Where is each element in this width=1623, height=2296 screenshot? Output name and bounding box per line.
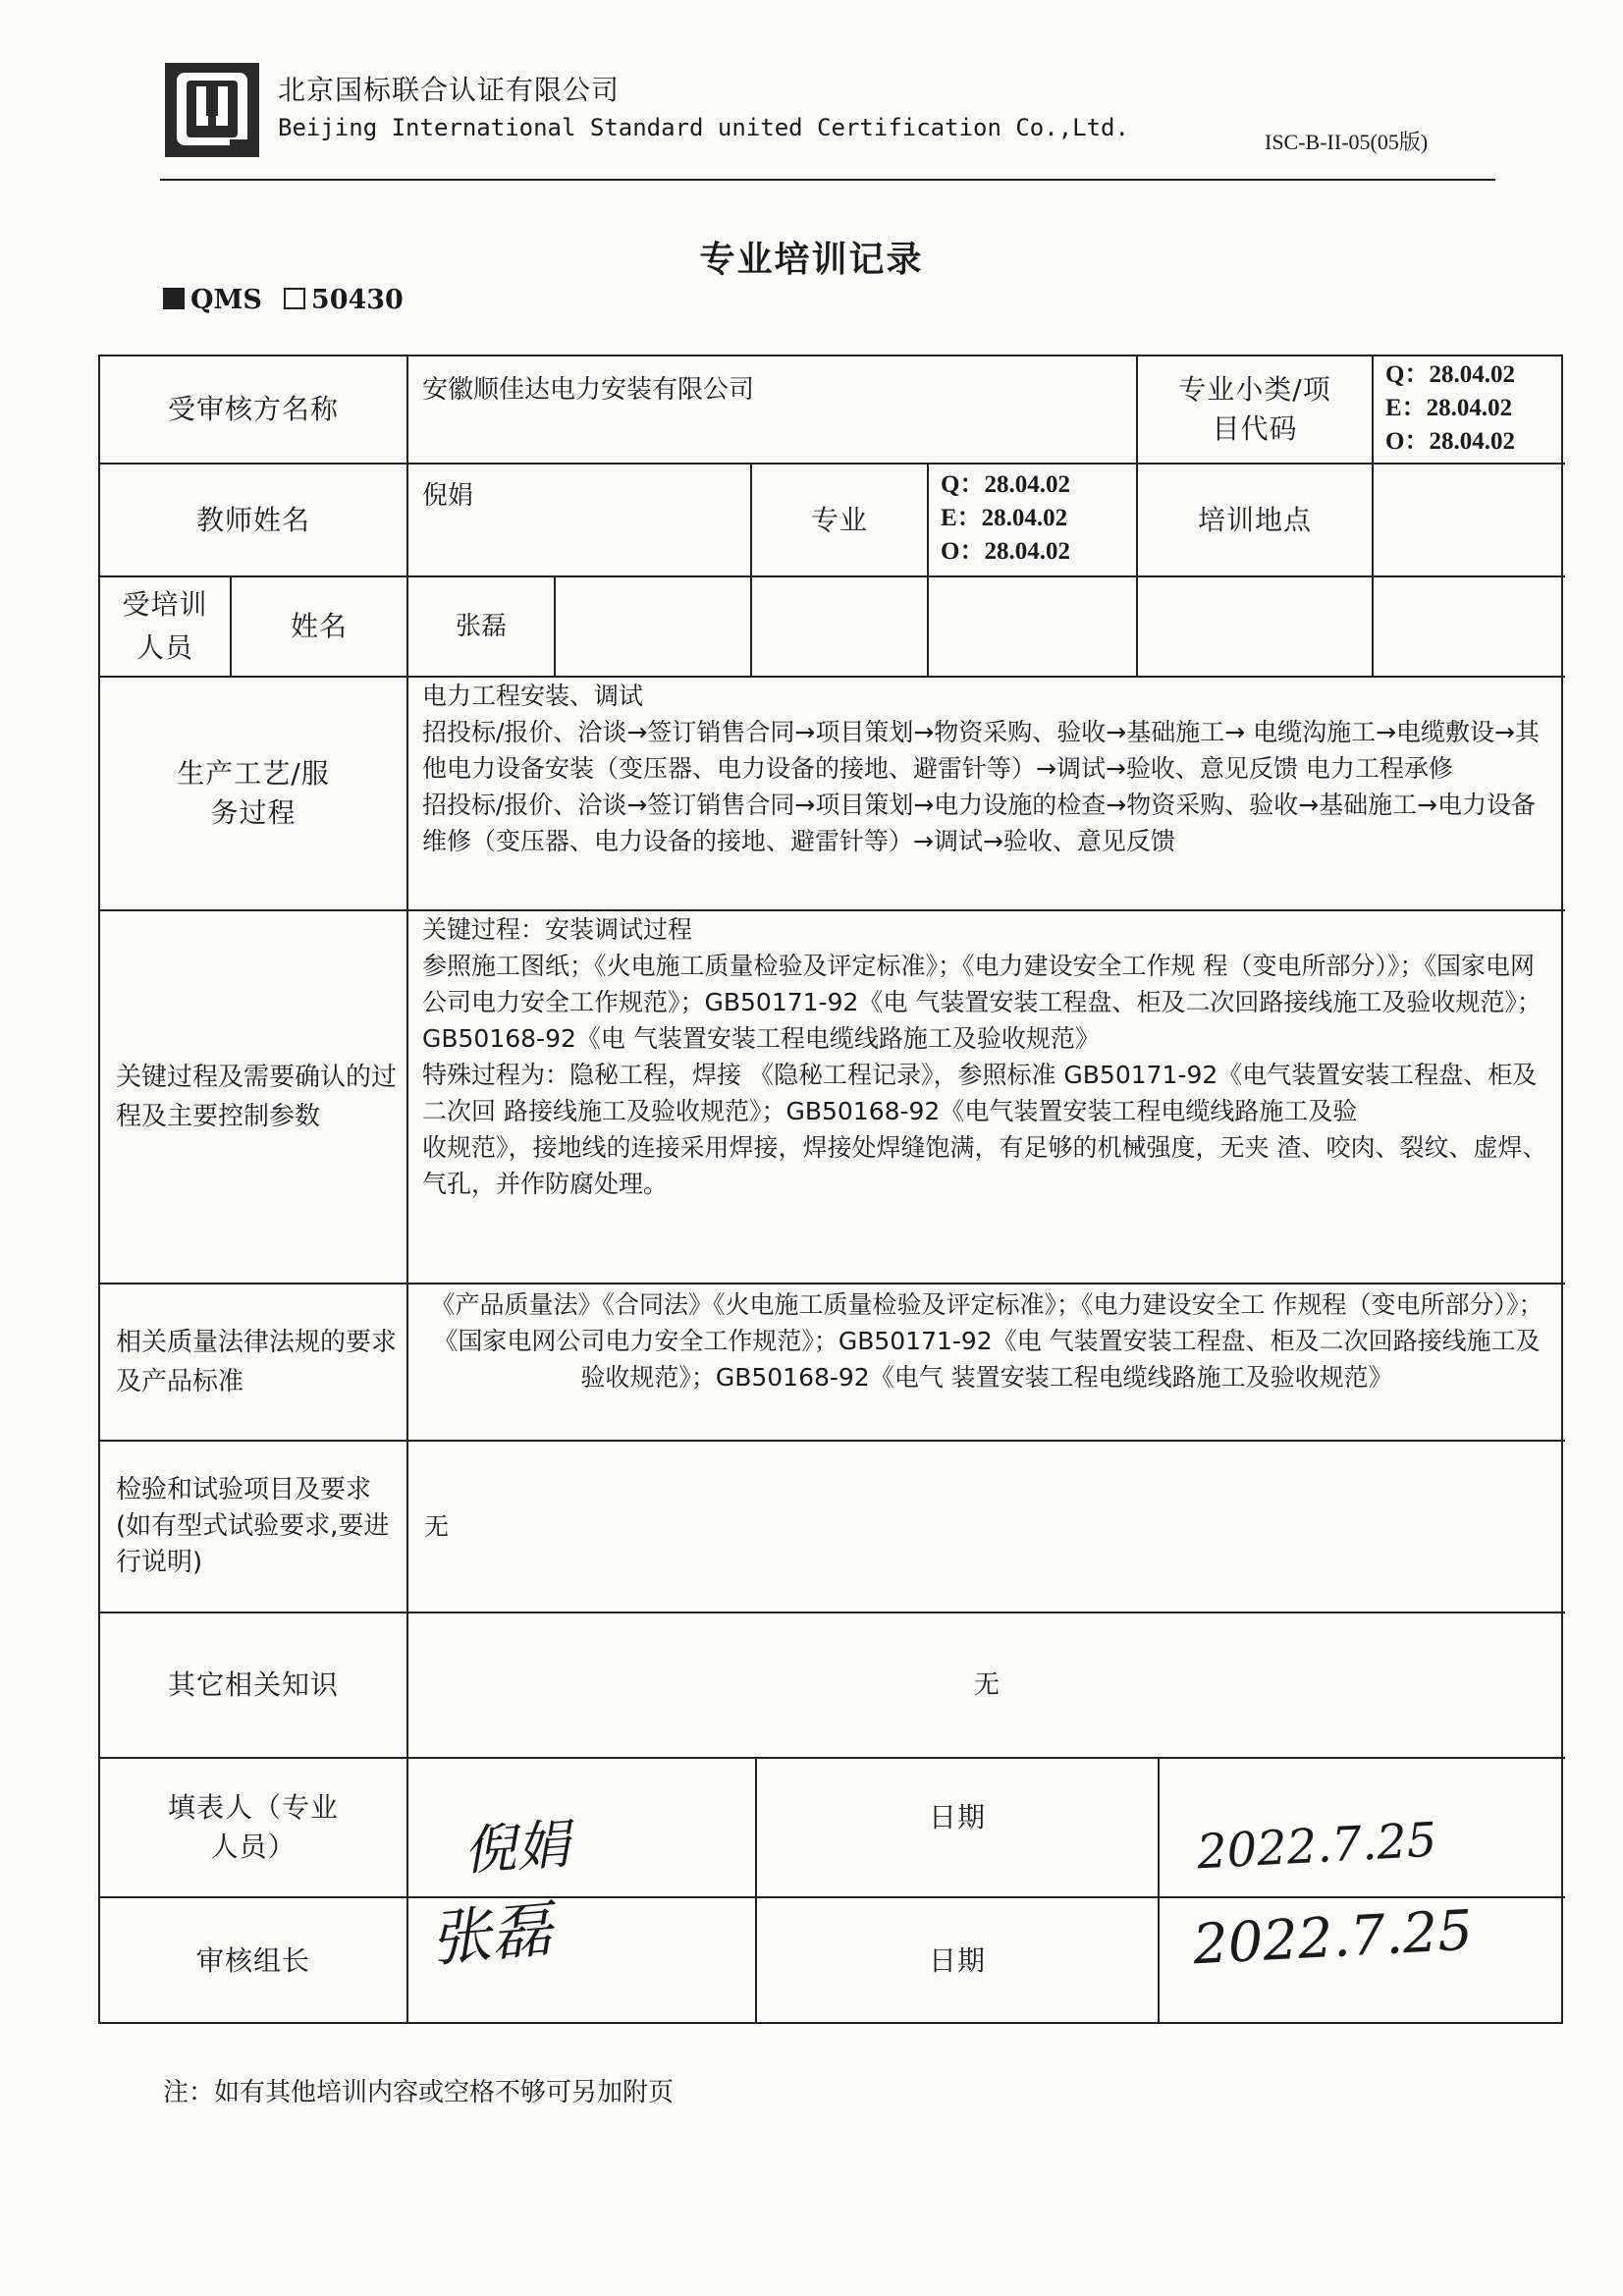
leader-signature-cell bbox=[408, 1892, 757, 2024]
subcategory-codes bbox=[1374, 356, 1565, 465]
process-label: 生产工艺/服务过程 bbox=[100, 678, 408, 911]
other-knowledge-value: 无 bbox=[408, 1613, 1565, 1759]
filler-date-cell bbox=[1160, 1759, 1565, 1898]
trainee-name-1: 张磊 bbox=[408, 577, 556, 678]
company-name-en: Beijing International Standard united Certification Co.,Ltd. bbox=[278, 114, 1129, 141]
auditee-label: 受审核方名称 bbox=[100, 356, 408, 465]
inspection-value: 无 bbox=[408, 1442, 1565, 1613]
name-label: 姓名 bbox=[232, 577, 408, 678]
company-name-cn: 北京国标联合认证有限公司 bbox=[278, 74, 621, 106]
leader-date: 2022.7.25 bbox=[1191, 1898, 1475, 1978]
trainee-label: 受培训人员 bbox=[100, 577, 232, 678]
inspection-label: 检验和试验项目及要求(如有型式试验要求,要进行说明) bbox=[100, 1442, 408, 1613]
leader-date-label: 日期 bbox=[757, 1898, 1160, 2024]
location-value bbox=[1374, 465, 1565, 577]
specialty-label: 专业 bbox=[752, 465, 929, 577]
qms-checkbox-checked[interactable] bbox=[163, 288, 185, 309]
process-line-2: 招投标/报价、洽谈→签订销售合同→项目策划→物资采购、验收→基础施工→ 电缆沟施工→电缆敷设→其他电力设备安装（变压器、电力设备的接地、避雷针等）→调试→验收、意见反馈 电力工程承修 bbox=[422, 718, 1541, 783]
filler-label: 填表人（专业人员） bbox=[100, 1759, 408, 1898]
trainee-name-2 bbox=[556, 577, 752, 678]
specialty-codes bbox=[929, 465, 1138, 577]
key-process-line-1: 关键过程：安装调试过程 bbox=[422, 915, 693, 944]
teacher-label: 教师姓名 bbox=[100, 465, 408, 577]
50430-checkbox-unchecked[interactable] bbox=[284, 288, 305, 309]
leader-signature: 张磊 bbox=[427, 1892, 555, 1976]
leader-date-cell bbox=[1160, 1898, 1565, 2024]
header-divider bbox=[160, 179, 1495, 181]
process-line-1: 电力工程安装、调试 bbox=[422, 682, 644, 710]
50430-label: 50430 bbox=[310, 285, 404, 315]
filler-signature-cell bbox=[408, 1759, 757, 1898]
code-q: Q：28.04.02 bbox=[1385, 361, 1515, 388]
key-process-line-4: 收规范》，接地线的连接采用焊接，焊接处焊缝饱满，有足够的机械强度，无夹 渣、咬肉、裂纹、虚焊、气孔，并作防腐处理。 bbox=[422, 1133, 1547, 1198]
laws-content: 《产品质量法》《合同法》《火电施工质量检验及评定标准》；《电力建设安全工 作规程（变电所部分）》；《国家电网公司电力安全工作规范》；GB50171-92《电 气装置安装工程盘、柜及二次回路接线施工及验收规范》；GB50168-92《电气 装置安装工程电缆线路施工及验收规范》 bbox=[408, 1285, 1565, 1442]
laws-label: 相关质量法律法规的要求及产品标准 bbox=[100, 1285, 408, 1442]
leader-label: 审核组长 bbox=[100, 1898, 408, 2024]
auditee-value: 安徽顺佳达电力安装有限公司 bbox=[408, 356, 1138, 465]
qms-label: QMS bbox=[190, 285, 262, 315]
document-title: 专业培训记录 bbox=[699, 239, 924, 280]
footnote: 注：如有其他培训内容或空格不够可另加附页 bbox=[163, 2078, 675, 2107]
key-process-label: 关键过程及需要确认的过程及主要控制参数 bbox=[100, 911, 408, 1285]
code-o: O：28.04.02 bbox=[1385, 428, 1515, 455]
filler-date-label: 日期 bbox=[757, 1759, 1160, 1898]
code-e: E：28.04.02 bbox=[1385, 395, 1513, 421]
company-logo bbox=[163, 61, 261, 159]
scheme-checkboxes bbox=[163, 285, 404, 315]
trainee-name-5 bbox=[1138, 577, 1374, 678]
key-process-line-2: 参照施工图纸；《火电施工质量检验及评定标准》；《电力建设安全工作规 程（变电所部分）》；《国家电网公司电力安全工作规范》；GB50171-92《电 气装置安装工程盘、柜及二次回路接线施工及验收规范》；GB50168-92《电 气装置安装工程电缆线路施工及验收规范》 bbox=[422, 952, 1542, 1053]
subcategory-label: 专业小类/项目代码 bbox=[1138, 356, 1374, 465]
teacher-value: 倪娟 bbox=[408, 465, 752, 577]
trainee-name-3 bbox=[752, 577, 929, 678]
trainee-name-6 bbox=[1374, 577, 1565, 678]
specialty-code-e: E：28.04.02 bbox=[941, 505, 1068, 531]
filler-signature: 倪娟 bbox=[460, 1813, 572, 1883]
key-process-line-3: 特殊过程为：隐秘工程，焊接 《隐秘工程记录》，参照标准 GB50171-92《电气装置安装工程盘、柜及二次回 路接线施工及验收规范》；GB50168-92《电气装置安装工程电缆线路施工及验 bbox=[422, 1061, 1538, 1125]
trainee-name-4 bbox=[929, 577, 1138, 678]
training-record-form bbox=[98, 355, 1563, 2024]
process-line-3: 招投标/报价、洽谈→签订销售合同→项目策划→电力设施的检查→物资采购、验收→基础施工→电力设备维修（变压器、电力设备的接地、避雷针等）→调试→验收、意见反馈 bbox=[422, 791, 1537, 855]
location-label: 培训地点 bbox=[1138, 465, 1374, 577]
specialty-code-q: Q：28.04.02 bbox=[941, 471, 1070, 498]
process-content bbox=[408, 678, 1565, 911]
specialty-code-o: O：28.04.02 bbox=[941, 538, 1070, 565]
other-knowledge-label: 其它相关知识 bbox=[100, 1613, 408, 1759]
filler-date: 2022.7.25 bbox=[1195, 1812, 1438, 1881]
form-code: ISC-B-II-05(05版) bbox=[1265, 130, 1429, 154]
key-process-content bbox=[408, 911, 1565, 1285]
